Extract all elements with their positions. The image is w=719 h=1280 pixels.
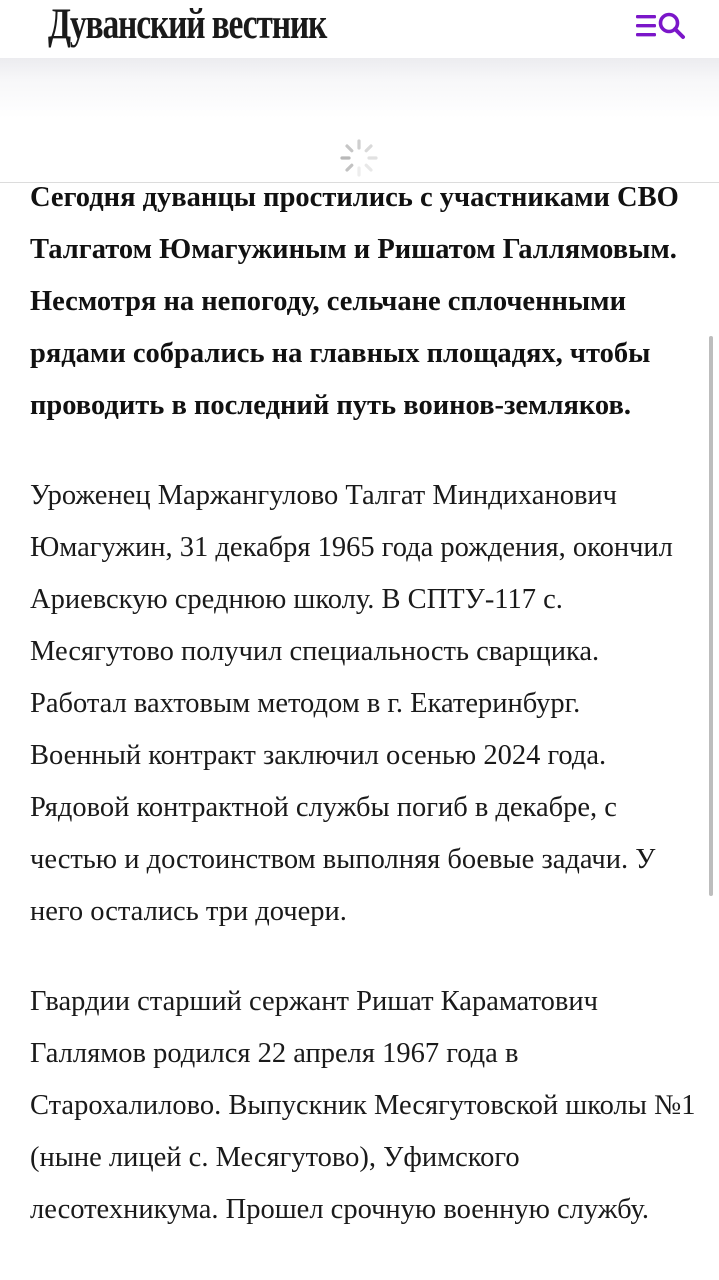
article-body	[30, 172, 696, 1236]
article-lead: Сегодня дуванцы простились с участниками СВО Талгатом Юмагужиным и Ришатом Галлямовым. Несмотря на непогоду, сельчане сплоченными рядами собрались на главных площадях, чтобы проводить в последний путь воинов-земляков.	[30, 182, 679, 421]
ad-placeholder	[0, 58, 719, 183]
menu-search-glyph	[634, 10, 690, 42]
menu-search-icon[interactable]	[634, 10, 690, 42]
site-logo[interactable]: Дуванский вестник	[48, 1, 327, 48]
site-header	[0, 0, 719, 58]
article-paragraph: Гвардии старший сержант Ришат Караматович Галлямов родился 22 апреля 1967 года в Старохалилово. Выпускник Месягутовской школы №1 (ныне лицей с. Месягутово), Уфимского лесотехникума. Прошел срочную военную службу.	[30, 986, 696, 1225]
article-paragraph: Уроженец Маржангулово Талгат Миндиханович Юмагужин, 31 декабря 1965 года рождения, окончил Ариевскую среднюю школу. В СПТУ-117 с. Месягутово получил специальность сварщика. Работал вахтовым методом в г. Екатеринбург. Военный контракт заключил осенью 2024 года. Рядовой контрактной службы погиб в декабре, с честью и достоинством выполняя боевые задачи. У него остались три дочери.	[30, 480, 673, 927]
page-scrollbar[interactable]	[709, 336, 713, 896]
